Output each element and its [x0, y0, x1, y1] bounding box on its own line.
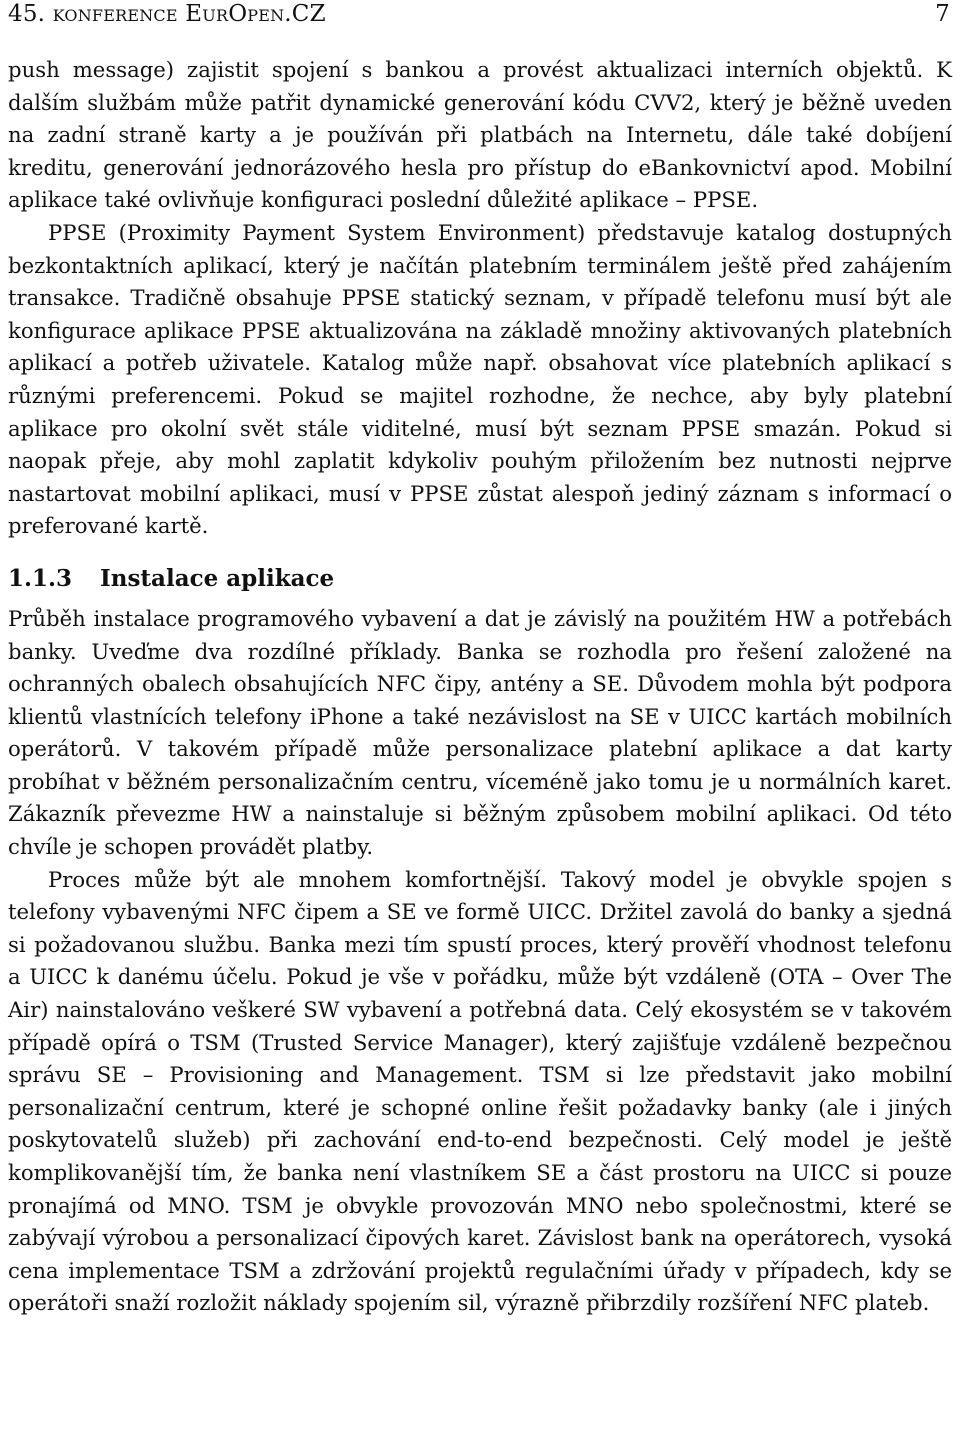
body-text-top — [8, 54, 952, 543]
document-page — [8, 0, 952, 1320]
section-heading — [8, 563, 952, 595]
paragraph-4: Proces může být ale mnohem komfortnější. Takový model je obvykle spojen s telefony vybavenými NFC čipem a SE ve formě UICC. Držitel zavolá do banky a sjedná si požadovanou službu. Banka mezi tím spustí proces, který prověří vhodnost telefonu a UICC k danému účelu. Pokud je vše v pořádku, může být vzdáleně (OTA – Over The Air) nainstalováno veškeré SW vybavení a potřebná data. Celý ekosystém se v takovém případě opírá o TSM (Trusted Service Manager), který zajišťuje vzdáleně bezpečnou správu SE – Provisioning and Management. TSM si lze představit jako mobilní personalizační centrum, které je schopné online řešit požadavky banky (ale i jiných poskytovatelů služeb) při zachování end-to-end bezpečnosti. Celý model je ještě komplikovanější tím, že banka není vlastníkem SE a část prostoru na UICC si pouze pronajímá od MNO. TSM je obvykle provozován MNO nebo společnostmi, které se zabývají výrobou a personalizací čipových karet. Závislost bank na operátorech, vysoká cena implementace TSM a zdržování projektů regulačními úřady v případech, kdy se operátoři snaží rozložit náklady spojením sil, výrazně přibrzdily rozšíření NFC plateb. — [8, 866, 952, 1316]
body-text-bottom — [8, 603, 952, 1320]
paragraph-2: PPSE (Proximity Payment System Environment) představuje katalog dostupných bezkontaktních aplikací, který je načítán platebním terminálem ještě před zahájením transakce. Tradičně obsahuje PPSE statický seznam, v případě telefonu musí být ale konfigurace aplikace PPSE aktualizována na základě množiny aktivovaných platebních aplikací a potřeb uživatele. Katalog může např. obsahovat více platebních aplikací s různými preferencemi. Pokud se majitel rozhodne, že nechce, aby byly platební aplikace pro okolní svět stále viditelné, musí být seznam PPSE smazán. Pokud si naopak přeje, aby mohl zaplatit kdykoliv pouhým přiložením bez nutnosti nejprve nastartovat mobilní aplikaci, musí v PPSE zůstat alespoň jediný záznam s informací o preferované kartě. — [8, 219, 952, 539]
section-title: Instalace aplikace — [100, 564, 335, 592]
paragraph-3: Průběh instalace programového vybavení a dat je závislý na použitém HW a potřebách banky. Uveďme dva rozdílné příklady. Banka se rozhodla pro řešení založené na ochranných obalech obsahujících NFC čipy, antény a SE. Důvodem mohla být podpora klientů vlastnících telefony iPhone a také nezávislost na SE v UICC kartách mobilních operátorů. V takovém případě může personalizace platební aplikace a dat karty probíhat v běžném personalizačním centru, víceméně jako tomu je u normálních karet. Zákazník převezme HW a nainstaluje si běžným způsobem mobilní aplikaci. Od této chvíle je schopen provádět platby. — [8, 605, 952, 860]
page-number: 7 — [935, 1, 950, 27]
section-number: 1.1.3 — [8, 564, 73, 592]
running-header — [8, 0, 952, 30]
header-title: 45. konference EurOpen.CZ — [8, 1, 326, 27]
paragraph-1: push message) zajistit spojení s bankou a provést aktualizaci interních objektů. K dalším službám může patřit dynamické generování kódu CVV2, který je běžně uveden na zadní straně karty a je používán při platbách na Internetu, dále také dobíjení kreditu, generování jednorázového hesla pro přístup do eBankovnictví apod. Mobilní aplikace také ovlivňuje konfiguraci poslední důležité aplikace – PPSE. — [8, 57, 952, 213]
